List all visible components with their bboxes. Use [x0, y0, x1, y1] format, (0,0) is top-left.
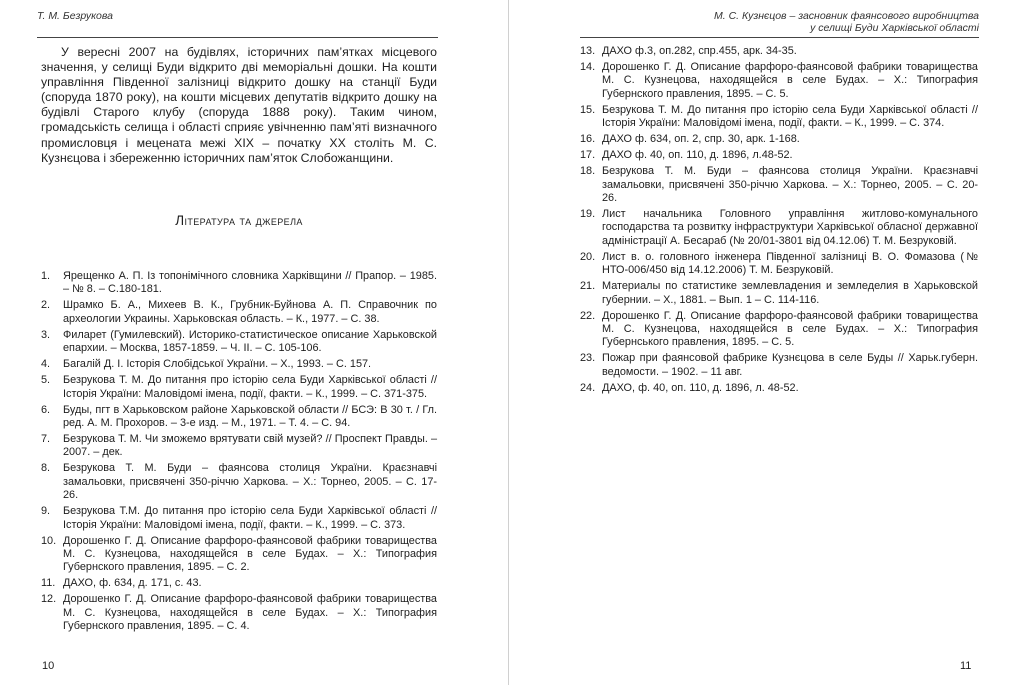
- reference-text: Дорошенко Г. Д. Описание фарфоро-фаянсовой фабрики товарищества М. С. Кузнецова, находящейся в селе Будах. – Х.: Типография Губернского правления, 1895. – С. 5.: [602, 61, 978, 100]
- reference-item: [580, 45, 978, 58]
- reference-text: ДАХО ф. 40, оп. 110, д. 1896, л.48-52.: [602, 149, 793, 162]
- reference-number: 20.: [580, 250, 596, 263]
- running-header-title: [714, 11, 979, 34]
- reference-item: [41, 329, 437, 356]
- reference-number: 15.: [580, 103, 596, 116]
- reference-item: [580, 149, 978, 162]
- reference-text: Безрукова Т. М. Буди – фаянсова столиця України. Краєзнавчі замальовки, присвячені 350-річчю Харкова. – Х.: Торнео, 2005. – С. 20-26.: [602, 165, 978, 205]
- reference-item: [41, 535, 437, 575]
- reference-text: Безрукова Т.М. До питання про історію села Буди Харківської області // Історія України: Маловідомі імена, події, факти. – К., 1999. – С. 373.: [63, 505, 437, 531]
- reference-text: Пожар при фаянсовой фабрике Кузнєцова в селе Буды // Харьк.губерн. ведомости. – 1902. – 11 авг.: [602, 352, 978, 378]
- reference-number: 8.: [41, 462, 51, 475]
- reference-text: Безрукова Т. М. До питання про історію села Буди Харківської області // Історія України: Маловідомі імена, події, факти. – К., 1999. – С. 371-375.: [63, 374, 437, 400]
- reference-number: 7.: [41, 433, 51, 446]
- page-number: 11: [960, 660, 972, 672]
- reference-number: 22.: [580, 309, 596, 322]
- reference-number: 12.: [41, 593, 57, 606]
- reference-number: 17.: [580, 149, 596, 162]
- reference-text: Безрукова Т. М. Буди – фаянсова столиця України. Краєзнавчі замальовки, присвячені 350-річчю Харкова. – Х.: Торнео, 2005. – С. 17-26.: [63, 462, 437, 502]
- reference-text: Буды, пгт в Харьковском районе Харьковской области // БСЭ: В 30 т. / Гл. ред. А. М. Прохоров. – 3-е изд. – М., 1971. – Т. 4. – С. 94.: [63, 403, 437, 430]
- reference-item: [580, 280, 978, 307]
- reference-number: 18.: [580, 165, 596, 178]
- reference-text: ДАХО, ф. 40, оп. 110, д. 1896, л. 48-52.: [602, 381, 799, 394]
- reference-text: Дорошенко Г. Д. Описание фарфоро-фаянсовой фабрики товарищества М. С. Кузнецова, находящейся в селе Будах. – Х.: Типография Губернського правления, 1895. – С. 5.: [602, 309, 978, 349]
- page-number: 10: [42, 660, 55, 672]
- reference-text: Безрукова Т. М. До питання про історію села Буди Харківської області // Історія України: Маловідомі імена, події, факти. – К., 1999. – С. 374.: [602, 103, 978, 130]
- reference-item: [41, 577, 437, 590]
- reference-item: [41, 374, 437, 401]
- reference-number: 2.: [41, 299, 51, 312]
- reference-item: [41, 433, 437, 460]
- reference-text: Лист начальника Головного управління житлово-комунального господарства та розвитку інфраструктури Харківської обласної державної адміністрації А. Бесараб (№ 20/01-3801 від 04.12.06) Т. М. Безруковій.: [602, 208, 978, 247]
- reference-number: 14.: [580, 61, 596, 73]
- reference-item: [580, 382, 978, 395]
- left-page: [0, 0, 509, 685]
- reference-item: [580, 352, 978, 379]
- reference-number: 3.: [41, 328, 51, 341]
- reference-number: 4.: [41, 358, 51, 371]
- running-header-line: у селищі Буди Харківської області: [810, 21, 979, 34]
- reference-number: 21.: [580, 280, 596, 293]
- reference-number: 11.: [41, 577, 56, 590]
- reference-item: [41, 404, 437, 431]
- reference-number: 23.: [580, 352, 596, 365]
- reference-number: 19.: [580, 208, 596, 221]
- reference-text: Лист в. о. головного інженера Південної залізниці В. О. Фомазова (№ НТО-006/450 від 14.12.2006) Т. М. Безруковій.: [602, 250, 978, 277]
- reference-item: [580, 104, 978, 131]
- body-paragraph: У вересні 2007 на будівлях, історичних пам’ятках місцевого значення, у селищі Буди відкрито дві меморіальні дошки. На кошти управління Південної залізниці відкрито дошку на станції Буди (споруда 1870 року), на кошти місцевих депутатів відкрито дошку на будівлі Старого клубу (споруда 1888 року). Таким чином, громадськість селища і області сприяє увічненню пам’яті визначного промисловця і мецената межі XIX – початку XX століть М. С. Кузнєцова і збереженню історичних пам’яток Слобожанщини.: [41, 45, 437, 165]
- reference-number: 10.: [41, 534, 57, 547]
- reference-text: Шрамко Б. А., Михеев В. К., Грубник-Буйнова А. П. Справочник по археологии Украины. Харьковская область. – К., 1977. – С. 38.: [63, 299, 437, 325]
- reference-item: [41, 358, 437, 371]
- reference-item: [41, 299, 437, 326]
- header-rule: [37, 37, 438, 38]
- reference-item: [580, 61, 978, 101]
- reference-text: Безрукова Т. М. Чи зможемо врятувати свій музей? // Проспект Правды. – 2007. – дек.: [63, 433, 437, 459]
- running-header-line: М. С. Кузнєцов – засновник фаянсового виробництва: [714, 10, 979, 22]
- section-title: Література та джерела: [175, 213, 303, 228]
- reference-text: ДАХО ф.3, оп.282, спр.455, арк. 34-35.: [602, 45, 797, 57]
- reference-item: [41, 593, 437, 633]
- reference-item: [580, 133, 978, 146]
- running-header-author: Т. М. Безрукова: [37, 10, 113, 22]
- reference-number: 1.: [41, 270, 51, 282]
- reference-item: [580, 165, 978, 205]
- reference-item: [580, 251, 978, 278]
- right-page: [510, 0, 1019, 685]
- reference-text: Дорошенко Г. Д. Описание фарфоро-фаянсовой фабрики товарищества М. С. Кузнецова, находящейся в селе Будах. – Х.: Типография Губернского правления, 1895. – С. 4.: [63, 593, 437, 633]
- reference-number: 16.: [580, 133, 596, 146]
- reference-item: [41, 270, 437, 297]
- reference-item: [41, 505, 437, 532]
- reference-number: 6.: [41, 403, 51, 416]
- reference-text: ДАХО ф. 634, оп. 2, спр. 30, арк. 1-168.: [602, 133, 800, 146]
- reference-list: [580, 45, 978, 398]
- reference-number: 13.: [580, 45, 596, 57]
- reference-item: [580, 208, 978, 248]
- reference-text: Дорошенко Г. Д. Описание фарфоро-фаянсовой фабрики товарищества М. С. Кузнецова, находящейся в селе Будах. – Х.: Типография Губернского правления, 1895. – С. 2.: [63, 534, 437, 574]
- reference-number: 24.: [580, 381, 596, 394]
- header-rule: [580, 37, 979, 38]
- reference-number: 5.: [41, 374, 51, 387]
- reference-item: [580, 310, 978, 350]
- reference-text: Филарет (Гумилевский). Историко-статистическое описание Харьковской епархии. – Москва, 1857-1859. – Ч. ІІ. – С. 105-106.: [63, 328, 437, 355]
- reference-text: Материалы по статистике землевладения и земледелия в Харьковской губернии. – Х., 1881. – Вып. 1 – С. 114-116.: [602, 280, 978, 306]
- reference-item: [41, 462, 437, 502]
- reference-text: Багалій Д. І. Історія Слобідської України. – Х., 1993. – С. 157.: [63, 358, 372, 371]
- reference-number: 9.: [41, 505, 51, 518]
- reference-list: [41, 270, 437, 636]
- reference-text: ДАХО, ф. 634, д. 171, с. 43.: [63, 577, 202, 590]
- reference-text: Ярещенко А. П. Із топонімічного словника Харківщини // Прапор. – 1985. – № 8. – С.180-181.: [63, 270, 437, 296]
